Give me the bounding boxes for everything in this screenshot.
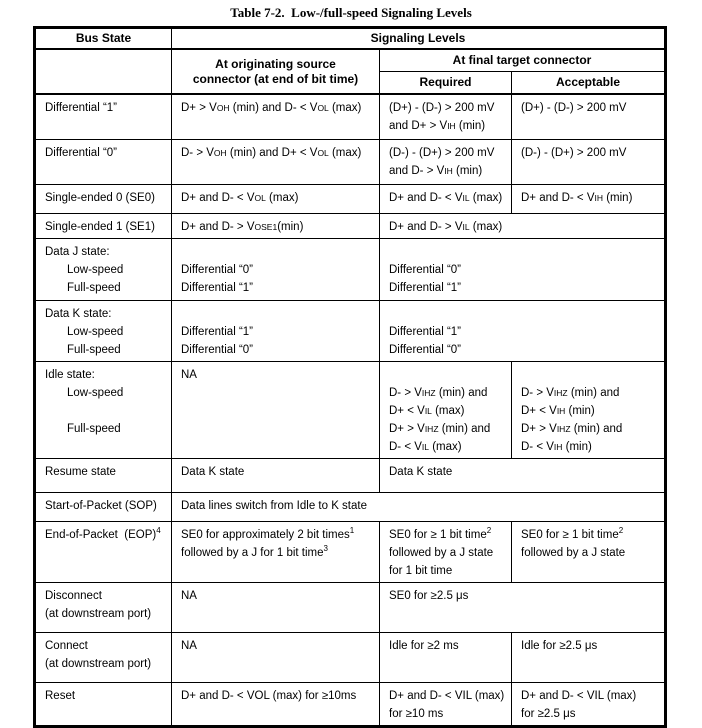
- single-ended-1-cell-1: D+ and D- > VOSE1(min): [172, 213, 380, 238]
- data-k-state-cell-0: Data K state: Low-speed Full-speed: [35, 300, 172, 361]
- start-of-packet-cell-0: Start-of-Packet (SOP): [35, 492, 172, 521]
- reset-cell-0: Reset: [35, 682, 172, 726]
- table-row-end-of-packet: [35, 521, 666, 582]
- disconnect-cell-1: NA: [172, 582, 380, 632]
- end-of-packet-cell-3: SE0 for ≥ 1 bit time$^2$ followed by a J state: [512, 521, 666, 582]
- idle-state-cell-3: D- > VIHZ (min) and D+ < VIH (min) D+ > VIHZ (min) and D- < VIH (min): [512, 361, 666, 458]
- header-bus-state: Bus State: [35, 28, 172, 50]
- table-row-resume-state: [35, 458, 666, 492]
- connect-cell-1: NA: [172, 632, 380, 682]
- table-row-differential-1: [35, 94, 666, 139]
- header-required: Required: [380, 71, 512, 94]
- end-of-packet-cell-1: SE0 for approximately 2 bit times$^1$ followed by a J for 1 bit time$^3$: [172, 521, 380, 582]
- table-row-data-k-state: [35, 300, 666, 361]
- single-ended-0-cell-1: D+ and D- < VOL (max): [172, 184, 380, 213]
- data-j-state-cell-2: Differential “0” Differential “1”: [380, 238, 666, 300]
- table-row-differential-0: [35, 139, 666, 184]
- table-row-connect: [35, 632, 666, 682]
- end-of-packet-cell-2: SE0 for ≥ 1 bit time$^2$ followed by a J state for 1 bit time: [380, 521, 512, 582]
- resume-state-cell-1: Data K state: [172, 458, 380, 492]
- connect-cell-3: Idle for ≥2.5 μs: [512, 632, 666, 682]
- table-row-data-j-state: [35, 238, 666, 300]
- end-of-packet-cell-0: End-of-Packet (EOP)$^4$: [35, 521, 172, 582]
- start-of-packet-cell-1: Data lines switch from Idle to K state: [172, 492, 666, 521]
- header-empty-cell: [35, 49, 172, 94]
- idle-state-cell-1: NA: [172, 361, 380, 458]
- table-row-single-ended-1: [35, 213, 666, 238]
- header-signaling-levels: Signaling Levels: [172, 28, 666, 50]
- table-row-start-of-packet: [35, 492, 666, 521]
- differential-0-cell-0: Differential “0”: [35, 139, 172, 184]
- reset-cell-2: D+ and D- < VIL (max) for ≥10 ms: [380, 682, 512, 726]
- single-ended-0-cell-3: D+ and D- < VIH (min): [512, 184, 666, 213]
- table-body: [35, 94, 666, 726]
- table-header: [35, 28, 666, 95]
- idle-state-cell-0: Idle state: Low-speed Full-speed: [35, 361, 172, 458]
- resume-state-cell-2: Data K state: [380, 458, 666, 492]
- connect-cell-0: Connect (at downstream port): [35, 632, 172, 682]
- differential-0-cell-2: (D-) - (D+) > 200 mV and D- > VIH (min): [380, 139, 512, 184]
- data-j-state-cell-0: Data J state: Low-speed Full-speed: [35, 238, 172, 300]
- disconnect-cell-2: SE0 for ≥2.5 μs: [380, 582, 666, 632]
- header-row-1: [35, 28, 666, 50]
- header-acceptable: Acceptable: [512, 71, 666, 94]
- idle-state-cell-2: D- > VIHZ (min) and D+ < VIL (max) D+ > VIHZ (min) and D- < VIL (max): [380, 361, 512, 458]
- header-originating-source: At originating source connector (at end of bit time): [172, 49, 380, 94]
- differential-1-cell-2: (D+) - (D-) > 200 mV and D+ > VIH (min): [380, 94, 512, 139]
- single-ended-1-cell-2: D+ and D- > VIL (max): [380, 213, 666, 238]
- single-ended-1-cell-0: Single-ended 1 (SE1): [35, 213, 172, 238]
- table-row-idle-state: [35, 361, 666, 458]
- table-caption: Table 7-2. Low-/full-speed Signaling Levels: [230, 5, 472, 20]
- differential-0-cell-3: (D-) - (D+) > 200 mV: [512, 139, 666, 184]
- differential-1-cell-0: Differential “1”: [35, 94, 172, 139]
- resume-state-cell-0: Resume state: [35, 458, 172, 492]
- data-j-state-cell-1: Differential “0” Differential “1”: [172, 238, 380, 300]
- differential-0-cell-1: D- > VOH (min) and D+ < VOL (max): [172, 139, 380, 184]
- reset-cell-1: D+ and D- < VOL (max) for ≥10ms: [172, 682, 380, 726]
- differential-1-cell-1: D+ > VOH (min) and D- < VOL (max): [172, 94, 380, 139]
- differential-1-cell-3: (D+) - (D-) > 200 mV: [512, 94, 666, 139]
- disconnect-cell-0: Disconnect (at downstream port): [35, 582, 172, 632]
- table-row-single-ended-0: [35, 184, 666, 213]
- data-k-state-cell-1: Differential “1” Differential “0”: [172, 300, 380, 361]
- reset-cell-3: D+ and D- < VIL (max) for ≥2.5 μs: [512, 682, 666, 726]
- header-row-2: [35, 49, 666, 71]
- signaling-levels-table: [33, 26, 667, 728]
- table-row-disconnect: [35, 582, 666, 632]
- table-row-reset: [35, 682, 666, 726]
- single-ended-0-cell-2: D+ and D- < VIL (max): [380, 184, 512, 213]
- single-ended-0-cell-0: Single-ended 0 (SE0): [35, 184, 172, 213]
- header-final-target: At final target connector: [380, 49, 666, 71]
- data-k-state-cell-2: Differential “1” Differential “0”: [380, 300, 666, 361]
- connect-cell-2: Idle for ≥2 ms: [380, 632, 512, 682]
